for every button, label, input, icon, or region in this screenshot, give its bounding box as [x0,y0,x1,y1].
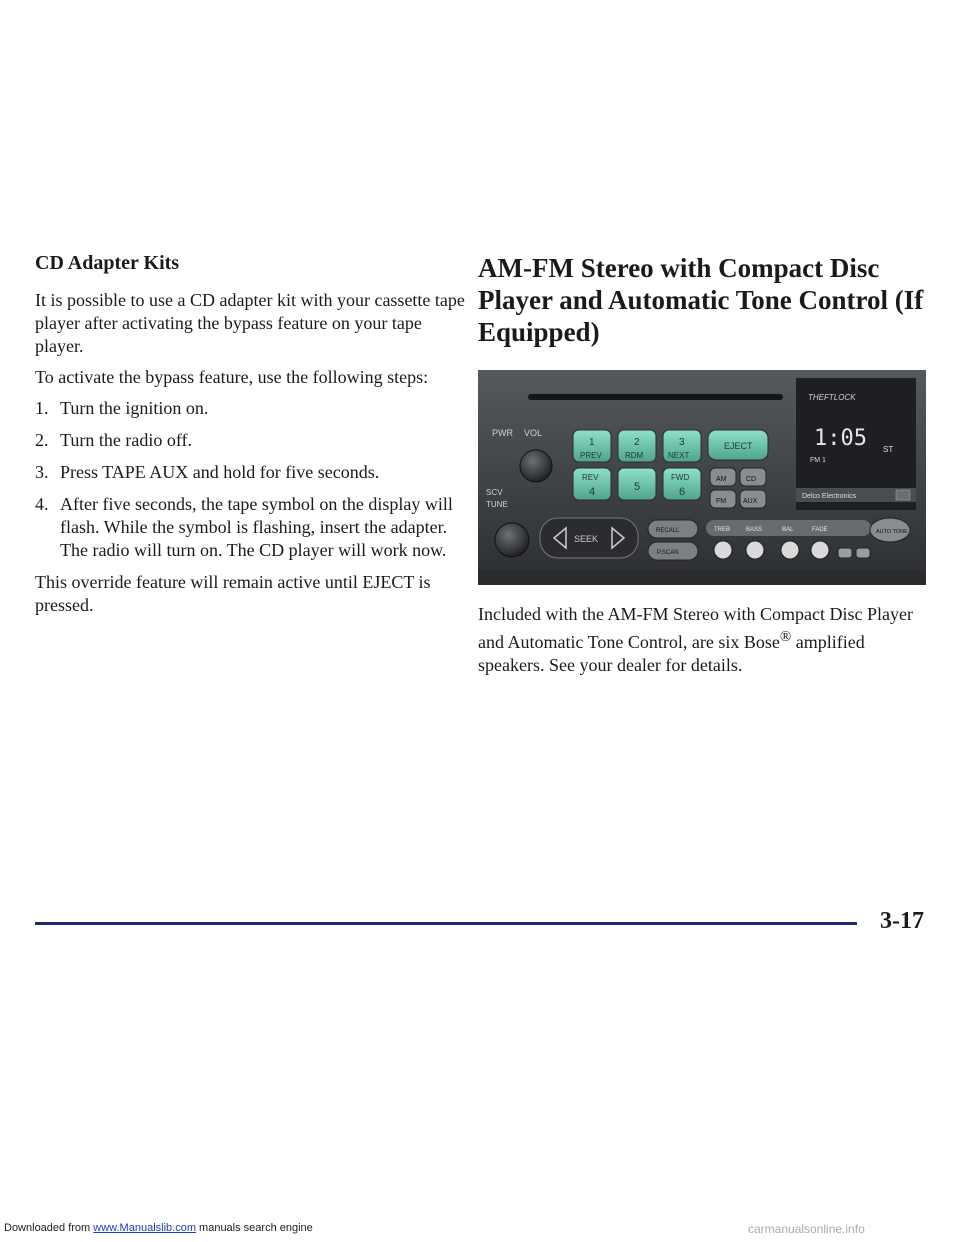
eject-button[interactable] [708,430,768,460]
svg-text:1: 1 [589,437,595,448]
svg-text:3: 3 [679,437,685,448]
steps-intro: To activate the bypass feature, use the following steps: [35,367,429,387]
preset-4-button[interactable] [573,468,611,500]
svg-text:5: 5 [634,481,641,493]
volume-knob[interactable] [520,450,552,482]
svg-text:AUX: AUX [743,498,758,505]
page-number: 3-17 [880,908,924,934]
svg-text:4: 4 [589,486,596,498]
svg-text:FM: FM [716,498,727,505]
svg-text:NEXT: NEXT [668,451,690,460]
step-number: 1. [35,398,49,418]
step-item [35,493,465,562]
svg-text:REV: REV [582,473,599,482]
step-number: 3. [35,462,49,482]
svg-text:P.SCAN: P.SCAN [657,550,679,556]
footer-rule [35,922,857,925]
step-item [35,429,465,452]
footer-suffix: manuals search engine [195,1222,313,1234]
am-button[interactable] [710,468,736,486]
manualslib-link[interactable]: www.Manualslib.com [93,1222,196,1234]
theftlock-label: THEFTLOCK [808,393,856,402]
step-number: 2. [35,430,49,450]
cd-slot [528,394,783,400]
tune-label: TUNE [486,500,508,509]
small-button[interactable] [838,548,852,558]
small-button[interactable] [856,548,870,558]
preset-1-button[interactable] [573,430,611,462]
fade-label: FADE [812,527,828,533]
preset-3-button[interactable] [663,430,701,462]
svg-text:FWD: FWD [671,473,690,482]
section-heading-am-fm-stereo: AM-FM Stereo with Compact Disc Player and Automatic Tone Control (If Equipped) [478,253,924,347]
svg-text:AM: AM [716,476,727,483]
svg-text:AUTO TONE: AUTO TONE [876,529,908,535]
step-text: Turn the ignition on. [60,398,209,418]
svg-text:EJECT: EJECT [724,441,753,451]
step-item [35,397,465,420]
display-band: FM 1 [810,457,826,464]
svg-text:2: 2 [634,437,640,448]
bass-knob[interactable] [746,541,764,559]
scv-label: SCV [486,488,503,497]
tune-knob[interactable] [495,523,529,557]
display-stereo: ST [883,445,894,454]
bal-label: BAL [782,527,794,533]
footer-prefix: Downloaded from [4,1222,94,1234]
radio-caption [478,603,928,677]
preset-6-button[interactable] [663,468,701,500]
preset-2-button[interactable] [618,430,656,462]
step-text: After five seconds, the tape symbol on the display will flash. While the symbol is flashing, insert the adapter. The radio will turn on. The CD player will work now. [60,494,453,560]
caption-text: Included with the AM-FM Stereo with Compact Disc Player and Automatic Tone Control, are six Bose [478,604,913,652]
right-column [478,252,928,677]
intro-paragraph: It is possible to use a CD adapter kit with your cassette tape player after activating the bypass feature on your tape player. [35,290,465,356]
brand-label: Delco Electronics [802,493,857,500]
radio-faceplate-image [478,370,926,585]
aux-button[interactable] [740,490,766,508]
step-text: Press TAPE AUX and hold for five seconds. [60,462,380,482]
closing-paragraph: This override feature will remain active until EJECT is pressed. [35,572,431,615]
pwr-label: PWR [492,428,513,438]
fade-knob[interactable] [811,541,829,559]
bass-label: BASS [746,527,763,533]
svg-text:RECALL: RECALL [656,528,680,534]
auto-tone-button[interactable] [870,518,910,542]
svg-text:PREV: PREV [580,451,602,460]
svg-text:RDM: RDM [625,451,644,460]
step-item [35,461,465,484]
svg-text:CD: CD [746,476,757,483]
left-column [35,252,465,625]
pscan-button[interactable] [648,542,698,560]
fm-button[interactable] [710,490,736,508]
preset-5-button[interactable] [618,468,656,500]
display-time: 1:05 [814,426,867,451]
svg-text:SEEK: SEEK [574,534,599,544]
registered-mark: ® [779,629,792,645]
cd-button[interactable] [740,468,766,486]
vol-label: VOL [524,428,543,438]
step-text: Turn the radio off. [60,430,192,450]
step-number: 4. [35,494,49,514]
recall-button[interactable] [648,520,698,538]
download-footer [4,1222,313,1234]
balance-knob[interactable] [781,541,799,559]
section-heading-cd-adapter: CD Adapter Kits [35,252,180,274]
svg-text:6: 6 [679,486,686,498]
caption-text-end: amplified speakers. See your dealer for details. [478,632,865,675]
treb-label: TREB [714,527,731,533]
seek-button[interactable] [540,518,638,558]
watermark: carmanualsonline.info [748,1222,865,1236]
treble-knob[interactable] [714,541,732,559]
